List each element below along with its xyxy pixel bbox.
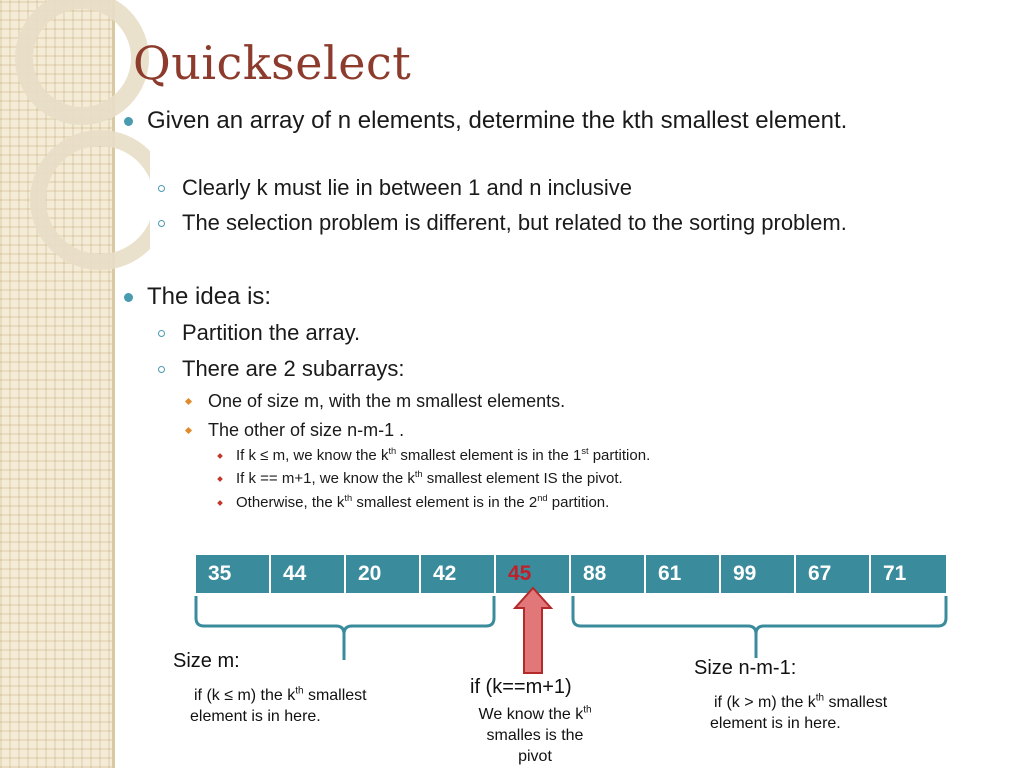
sub-sub-bullet-text: One of size m, with the m smallest elements. — [208, 391, 566, 411]
note-text: smallest — [303, 687, 367, 704]
array-cell: 20 — [346, 555, 421, 593]
array-cell: 88 — [571, 555, 646, 593]
superscript: th — [295, 685, 304, 697]
sub-bullet-text: There are 2 subarrays: — [182, 356, 405, 381]
array-cell: 99 — [721, 555, 796, 593]
array-cell: 71 — [883, 562, 907, 585]
array-cell: 44 — [271, 555, 346, 593]
array-cell: 42 — [421, 555, 496, 593]
note-text: smallest — [824, 694, 888, 711]
right-partition-note — [710, 692, 887, 734]
array-cell-pivot: 45 — [496, 555, 571, 593]
rule-text-part: partition. — [588, 447, 651, 464]
note-text: if (k > m) the k — [714, 694, 816, 711]
note-text: We know the k — [478, 706, 584, 723]
note-text: if (k ≤ m) the k — [194, 687, 296, 704]
sub-sub-bullet-text: The other of size n-m-1 . — [208, 420, 405, 440]
rule-text-part: If k ≤ m, we know the k — [236, 447, 389, 464]
array-cell: 67 — [796, 555, 871, 593]
sub-bullet-text: The selection problem is different, but related to the sorting problem. — [182, 210, 847, 235]
rule-text-part: smallest element is in the 2 — [352, 494, 538, 511]
superscript: nd — [537, 493, 548, 503]
array-cell: 61 — [646, 555, 721, 593]
superscript: th — [388, 446, 397, 456]
note-text: smalles is the — [486, 727, 584, 744]
right-brace — [573, 596, 946, 658]
rule-text-part: smallest element IS the pivot. — [422, 470, 623, 487]
array-cell: 35 — [196, 555, 271, 593]
superscript: th — [583, 704, 592, 716]
rule-text-part: Otherwise, the k — [236, 494, 345, 511]
note-text: element is in here. — [710, 715, 841, 732]
superscript: th — [815, 692, 825, 704]
left-brace — [196, 596, 494, 660]
note-text: element is in here. — [190, 708, 321, 725]
left-partition-label: Size m: — [173, 650, 240, 672]
superscript: th — [414, 469, 423, 479]
pivot-condition-label: if (k==m+1) — [470, 676, 572, 698]
page-title: Quickselect — [133, 36, 412, 90]
bullet-text: Given an array of n elements, determine the kth smallest element. — [147, 107, 848, 134]
note-text: pivot — [518, 748, 552, 765]
right-partition-label: Size n-m-1: — [694, 657, 797, 679]
rule-text-part: If k == m+1, we know the k — [236, 470, 415, 487]
rule-text-part: smallest element is in the 1 — [396, 447, 582, 464]
bullet-text: The idea is: — [147, 283, 272, 310]
pivot-arrow-icon — [515, 588, 551, 673]
left-partition-note — [190, 685, 367, 727]
superscript: th — [344, 493, 353, 503]
pivot-note — [458, 704, 612, 767]
sub-bullet-text: Partition the array. — [182, 320, 361, 345]
rule-text-part: partition. — [547, 494, 610, 511]
sub-bullet-text: Clearly k must lie in between 1 and n inclusive — [182, 175, 633, 200]
superscript: st — [581, 446, 589, 456]
